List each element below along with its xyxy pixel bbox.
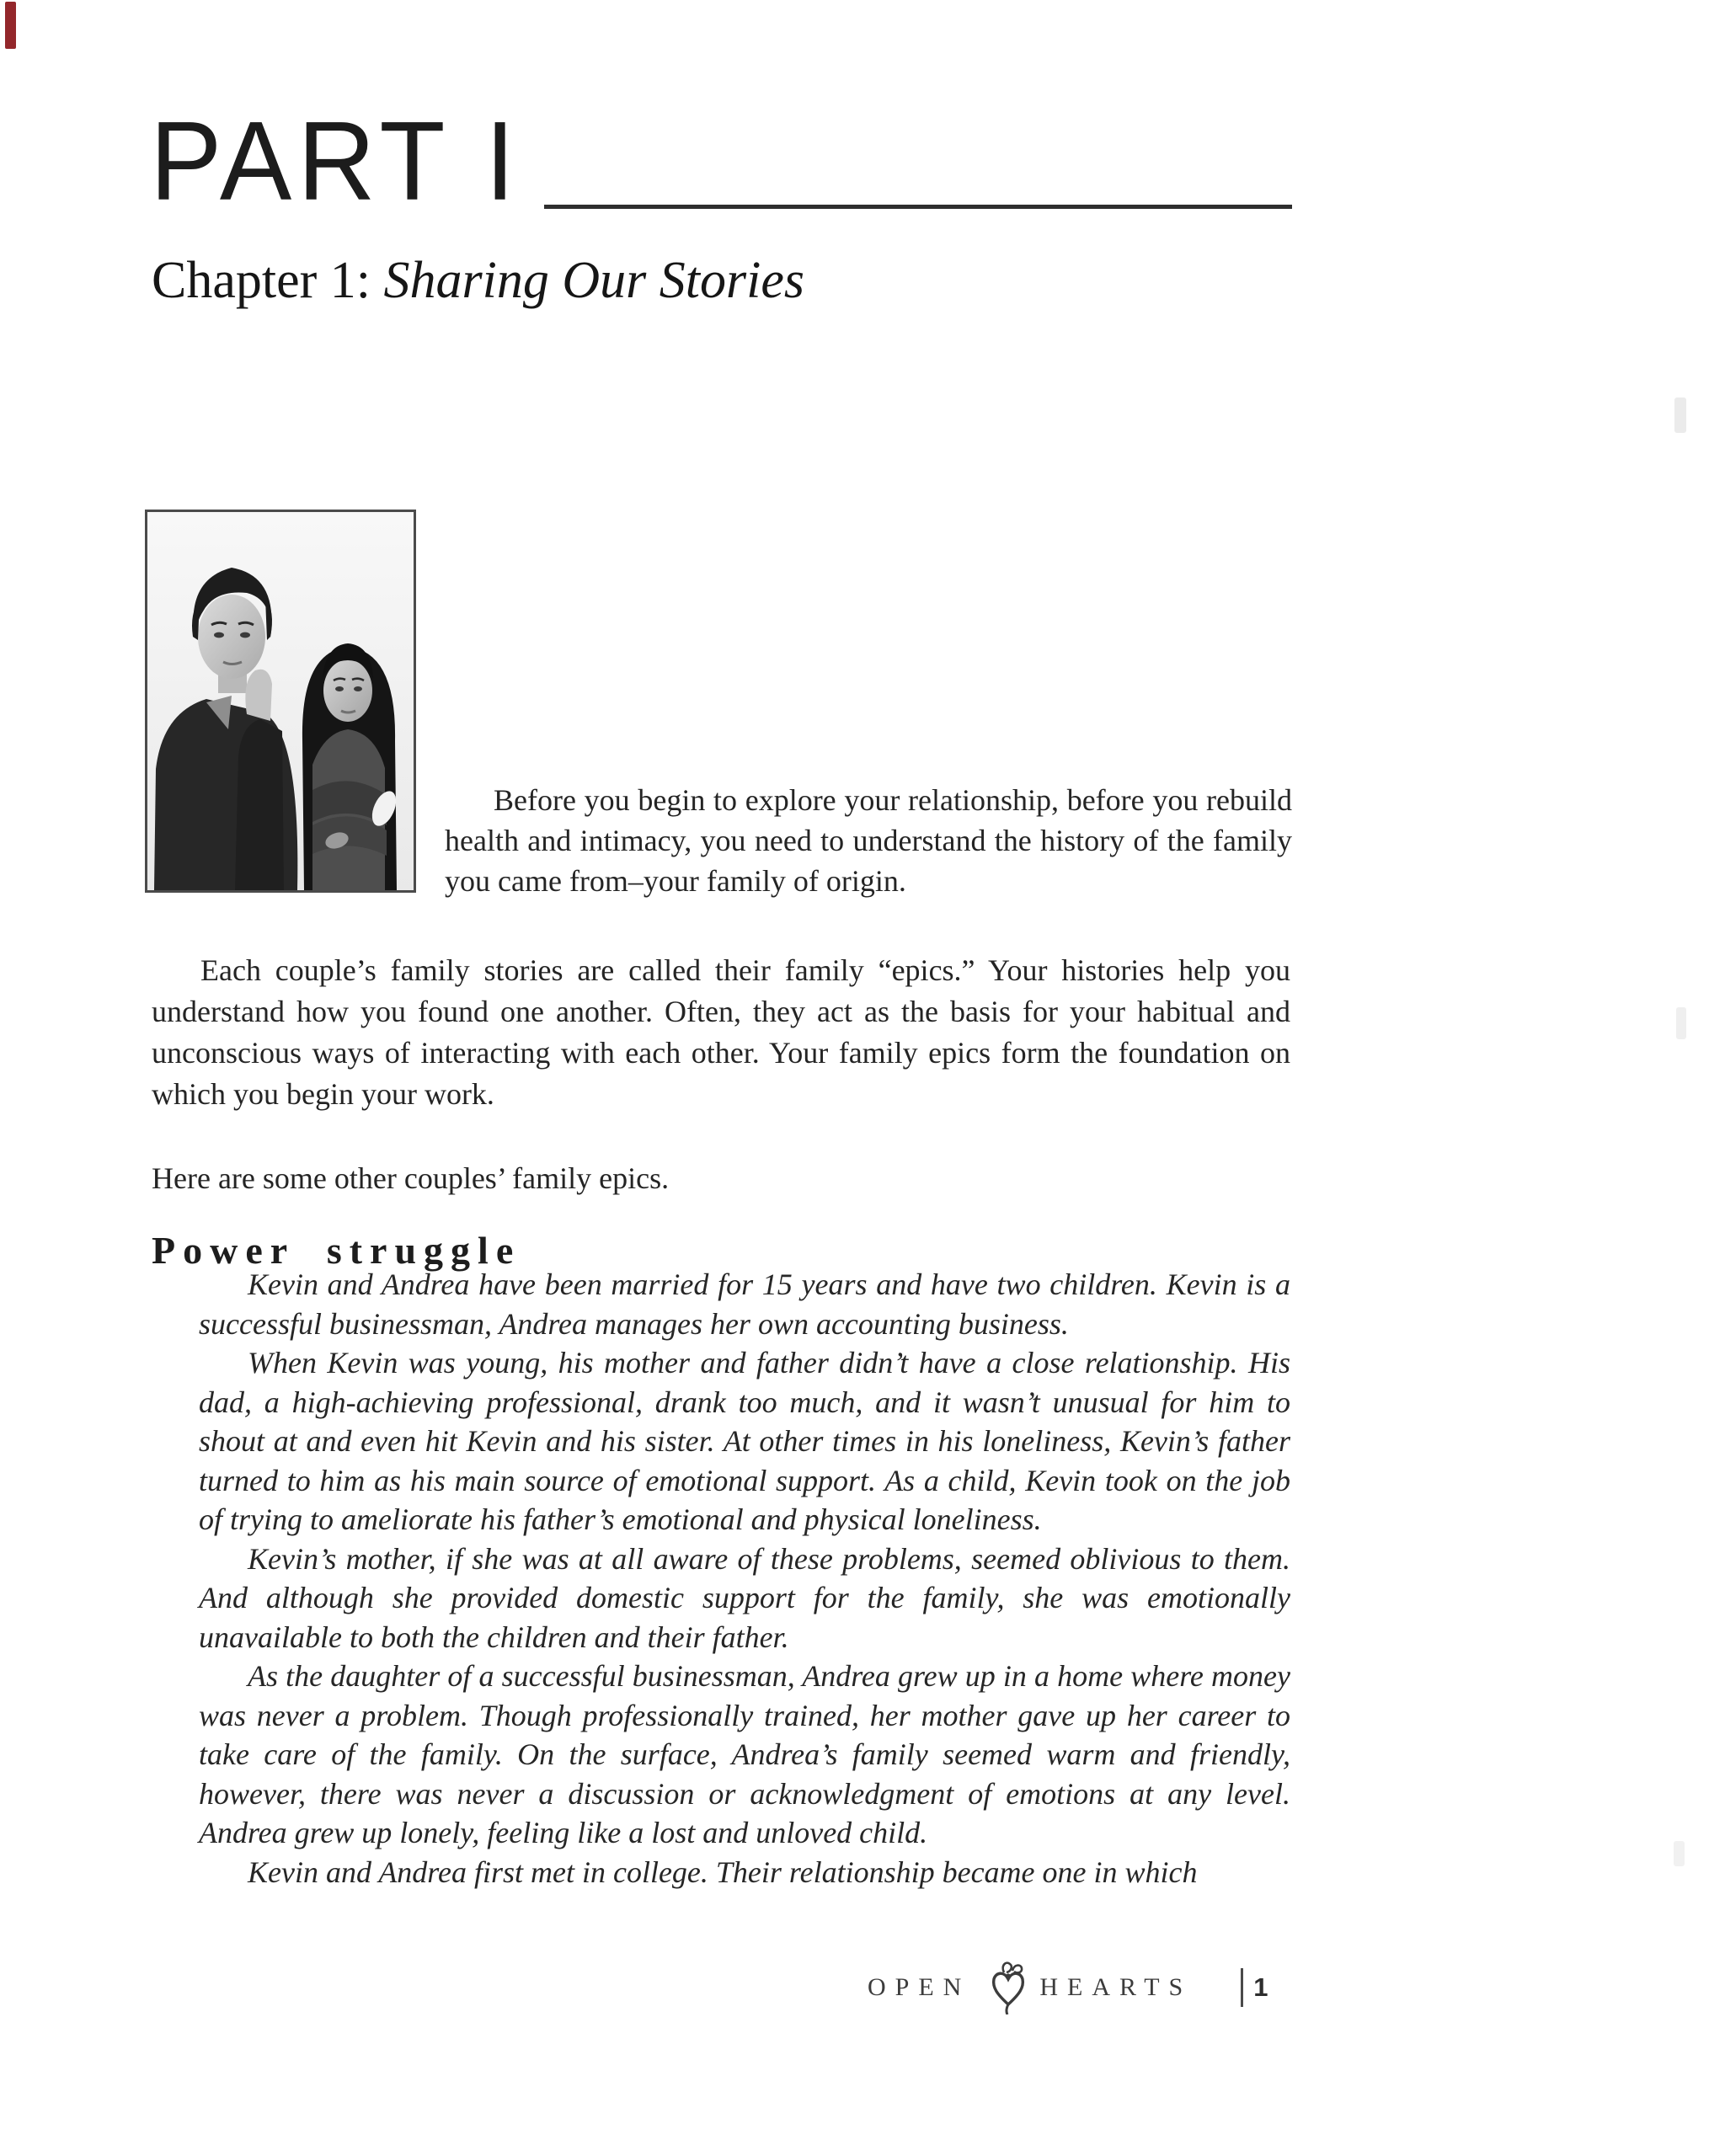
chapter-heading — [152, 251, 804, 310]
chapter-title: Sharing Our Stories — [383, 252, 804, 309]
part-title: PART I — [150, 99, 521, 224]
couple-photo-illustration — [147, 512, 414, 890]
story-paragraph: Kevin and Andrea first met in college. Their relationship became one in which — [248, 1854, 1198, 1889]
chapter-number: Chapter 1: — [152, 252, 384, 309]
scan-artifact-smudge — [1676, 1007, 1686, 1039]
section-heading-power-struggle: Power struggle — [152, 1229, 521, 1273]
story-paragraph: When Kevin was young, his mother and father didn’t have a close relationship. His dad, a high-achieving professional, drank too much, and it wasn’t unusual for him to shout at and even hit Kevin and his sister. At other times in his loneliness, Kevin’s father turned to him as his main source of emotional support. As a child, Kevin took on the job of trying to ameliorate his father’s emotional and physical loneliness. — [199, 1346, 1290, 1536]
couple-photo — [145, 510, 416, 893]
body-paragraph: Each couple’s family stories are called their family “epics.” Your histories help you understand how you found one another. Often, they act as the basis for your habitual and unconscious ways of interacting with each other. Your family epics form the foundation on which you begin your work. — [152, 953, 1290, 1111]
page-number-divider — [1241, 1968, 1243, 2007]
page-number-box — [1241, 1968, 1268, 2007]
part-heading-row — [150, 99, 1292, 224]
case-story-block — [199, 1265, 1290, 1892]
story-paragraph: Kevin and Andrea have been married for 15 years and have two children. Kevin is a successful businessman, Andrea manages her own accounting business. — [199, 1267, 1290, 1341]
lead-in-line: Here are some other couples’ family epics. — [152, 1161, 670, 1195]
story-paragraph: Kevin’s mother, if she was at all aware of these problems, seemed oblivious to them. And although she provided domestic support for the family, she was emotionally unavailable to both the children and their father. — [199, 1541, 1290, 1654]
story-paragraph: As the daughter of a successful businessman, Andrea grew up in a home where money was never a problem. Though professionally trained, her mother gave up her career to take care of the family. On the surface, Andrea’s family seemed warm and friendly, however, there was never a discussion or acknowledgment of emotions at any level. Andrea grew up lonely, feeling like a lost and unloved child. — [199, 1659, 1290, 1849]
page-number: 1 — [1253, 1972, 1268, 2002]
scan-artifact-red-mark — [5, 2, 16, 49]
intro-paragraph: Before you begin to explore your relationship, before you rebuild health and intimacy, you need to understand the history of the family you came from–your family of origin. — [445, 783, 1292, 898]
footer-brand-open: OPEN — [868, 1973, 971, 2001]
part-rule — [544, 205, 1292, 209]
page-footer — [868, 1961, 1268, 2015]
heart-flourish-icon — [989, 1961, 1028, 2015]
footer-brand-hearts: HEARTS — [1039, 1973, 1193, 2001]
scan-artifact-smudge — [1674, 1841, 1685, 1866]
scan-artifact-smudge — [1674, 398, 1686, 433]
